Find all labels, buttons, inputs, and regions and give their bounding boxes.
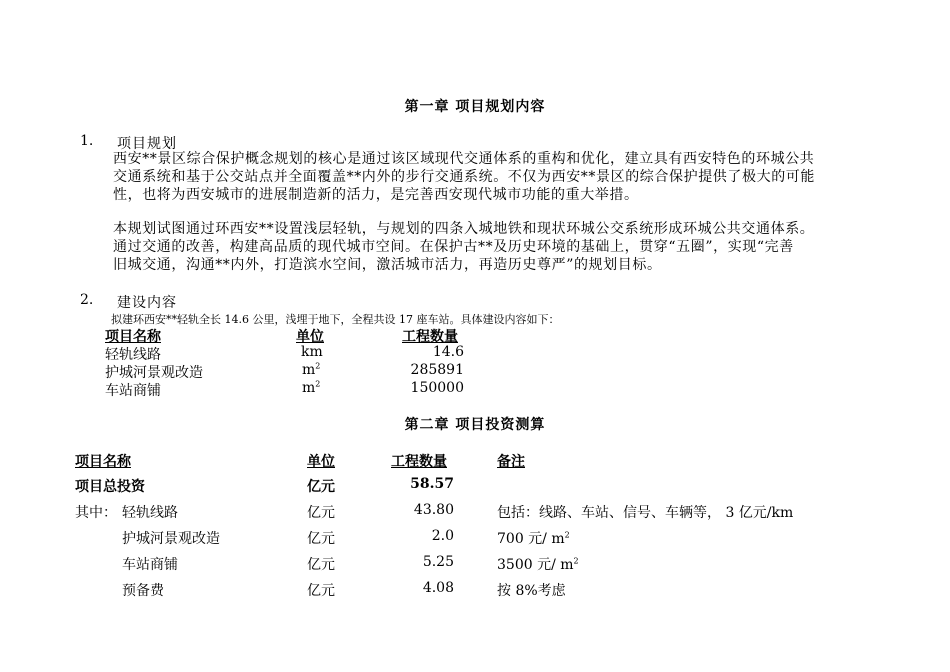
table2-row-note: 按 8%考虑: [497, 583, 566, 599]
table2-row-qty: 5.25: [422, 554, 454, 570]
table2-row-unit: 亿元: [307, 557, 335, 573]
section1-title: 项目规划: [117, 136, 177, 152]
section1-paragraph-2: [113, 220, 873, 274]
table2-row-qty: 2.0: [431, 528, 454, 544]
paragraph-line: 旧城交通，沟通**内外，打造滨水空间，激活城市活力，再造历史尊严”的规划目标。: [113, 257, 662, 273]
table2-row-unit: 亿元: [307, 531, 335, 547]
table2-row-unit: 亿元: [307, 505, 335, 521]
table2-header-name: 项目名称: [75, 454, 131, 470]
paragraph-line: 交通系统和基于公交站点并全面覆盖**内外的步行交通系统。不仅为西安**景区的综合保护提供了极大的可能: [113, 169, 815, 185]
table2-total-qty: 58.57: [410, 476, 454, 492]
paragraph-line: 本规划试图通过环西安**设置浅层轻轨，与规划的四条入城地铁和现状环城公交系统形成环城公共交通体系。: [113, 221, 815, 237]
table1-row-name: 轻轨线路: [105, 347, 161, 363]
table1-row-unit: km: [301, 344, 323, 360]
section1-number: 1.: [80, 133, 94, 149]
table1-row-name: 车站商铺: [105, 383, 161, 399]
table1-row-qty: 150000: [410, 380, 464, 396]
table1-header-unit: 单位: [296, 329, 324, 345]
table2-row-name: 车站商铺: [122, 557, 178, 573]
table1-row-qty: 285891: [410, 362, 464, 378]
table2-row-note: 包括：线路、车站、信号、车辆等， 3 亿元/km: [497, 505, 794, 521]
table2-row-name: 轻轨线路: [122, 505, 178, 521]
section2-intro: 拟建环西安**轻轨全长 14.6 公里，浅埋于地下，全程共设 17 座车站。具体建设内容如下：: [111, 313, 560, 326]
paragraph-line: 性，也将为西安城市的进展制造新的活力，是完善西安现代城市功能的重大举措。: [113, 187, 639, 203]
section2-number: 2.: [80, 292, 94, 308]
table2-header-note: 备注: [497, 454, 525, 470]
table1-row-name: 护城河景观改造: [105, 365, 203, 381]
chapter2-title: 第二章 项目投资测算: [404, 417, 546, 433]
table2-total-unit: 亿元: [307, 479, 335, 495]
table1-row-unit: $m^2$: [302, 361, 321, 378]
table2-row-unit: 亿元: [307, 583, 335, 599]
paragraph-line: 西安**景区综合保护概念规划的核心是通过该区域现代交通体系的重构和优化，建立具有西安特色的环城公共: [113, 151, 815, 167]
table1-header-qty: 工程数量: [402, 329, 458, 345]
section2-title: 建设内容: [117, 295, 177, 311]
table1-header-name: 项目名称: [105, 329, 161, 345]
chapter1-title: 第一章 项目规划内容: [404, 99, 546, 115]
table2-row-qty: 4.08: [422, 580, 454, 596]
table2-header-qty: 工程数量: [391, 454, 447, 470]
table2-row-note: 700 元/ $m^2$: [497, 530, 570, 547]
table1-row-unit: $m^2$: [302, 379, 321, 396]
table2-row-qty: 43.80: [413, 502, 454, 518]
table2-row-name: 预备费: [122, 583, 164, 599]
table2-total-name: 项目总投资: [75, 479, 145, 495]
section1-paragraph-1: [113, 150, 873, 204]
table2-row-prefix: 其中：: [75, 505, 117, 521]
table2-header-unit: 单位: [307, 454, 335, 470]
table2-row-name: 护城河景观改造: [122, 531, 220, 547]
paragraph-line: 通过交通的改善，构建高品质的现代城市空间。在保护古**及历史环境的基础上，贯穿“五圈”，实现“完善: [113, 239, 794, 255]
table2-row-note: 3500 元/ $m^2$: [497, 556, 579, 573]
table1-row-qty: 14.6: [432, 344, 464, 360]
